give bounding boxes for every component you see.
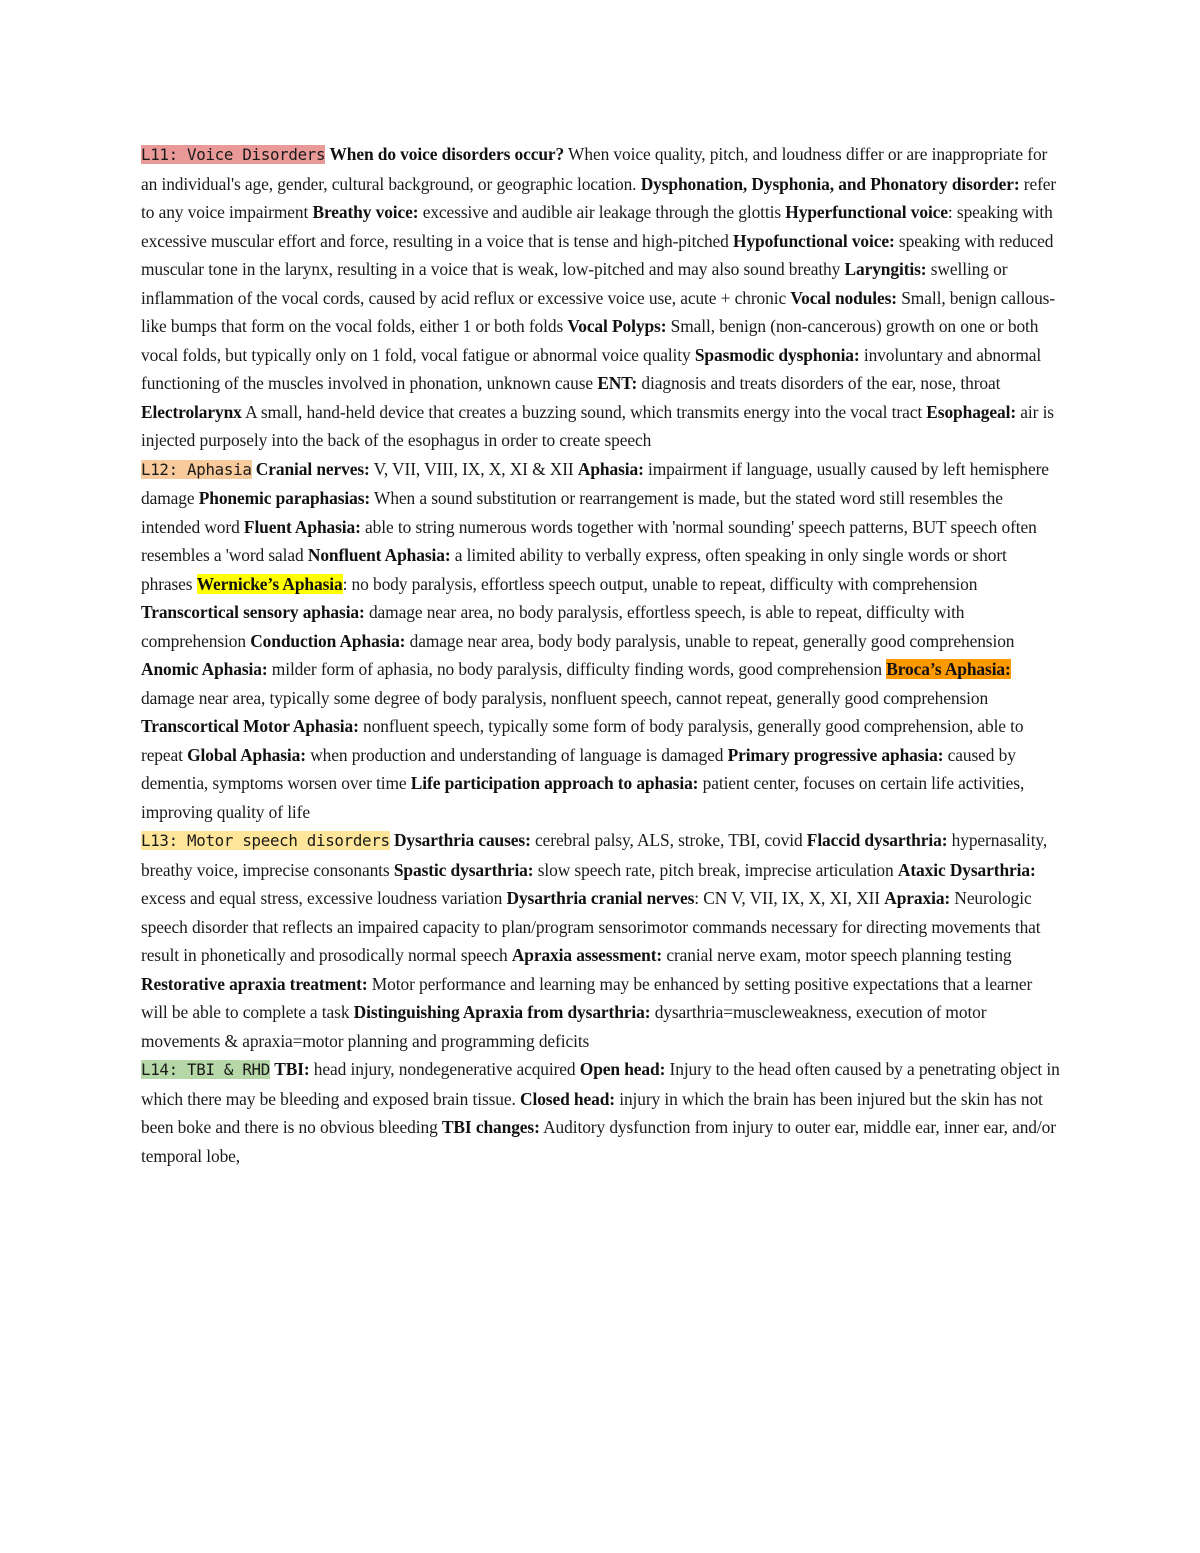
section-label: L12: Aphasia <box>141 459 252 479</box>
term: When do voice disorders occur? <box>329 144 565 164</box>
term: ENT: <box>597 373 638 393</box>
term: Apraxia: <box>884 888 951 908</box>
term: TBI: <box>274 1059 310 1079</box>
section-label: L11: Voice Disorders <box>141 145 326 164</box>
notes-body <box>141 140 1061 1170</box>
section-l11 <box>141 140 1061 455</box>
definition: caused by dementia, symptoms worsen over time <box>141 744 1016 793</box>
term: Spasmodic dysphonia: <box>694 344 860 365</box>
term: Flaccid dysarthria: <box>806 830 948 850</box>
definition: damage near area, no body paralysis, effortless speech, is able to repeat, difficulty with comprehension <box>141 602 965 651</box>
section-l14 <box>141 1055 1061 1170</box>
term: Anomic Aphasia: <box>141 659 268 679</box>
definition: : no body paralysis, effortless speech output, unable to repeat, difficulty with comprehension <box>342 573 978 594</box>
section-l12 <box>141 455 1061 827</box>
definition: excess and equal stress, excessive loudness variation <box>141 888 507 908</box>
term: Distinguishing Apraxia from dysarthria: <box>353 1002 651 1022</box>
section-l13 <box>141 826 1061 1055</box>
definition: a limited ability to verbally express, often speaking in only single words or short phrases <box>141 545 1007 594</box>
definition: involuntary and abnormal functioning of the muscles involved in phonation, unknown cause <box>141 344 1042 393</box>
term: Closed head: <box>520 1088 615 1109</box>
term: Nonfluent Aphasia: <box>307 545 451 565</box>
definition: damage near area, typically some degree of body paralysis, nonfluent speech, cannot repeat, generally good comprehension <box>141 687 989 708</box>
definition: V, VII, VIII, IX, X, XI & XII <box>369 458 578 479</box>
term: Fluent Aphasia: <box>243 516 361 537</box>
term: Dysphonation, Dysphonia, and Phonatory disorder: <box>640 173 1020 194</box>
definition: nonfluent speech, typically some form of body paralysis, generally good comprehension, able to repeat <box>141 716 1024 765</box>
section-label: L13: Motor speech disorders <box>141 831 390 850</box>
term: Vocal nodules: <box>790 287 897 308</box>
definition: slow speech rate, pitch break, imprecise articulation <box>533 859 898 880</box>
term: Restorative apraxia treatment: <box>141 973 368 994</box>
definition: when production and understanding of language is damaged <box>305 744 728 765</box>
term: Open head: <box>579 1059 666 1079</box>
term: Spastic dysarthria: <box>393 859 534 880</box>
definition: patient center, focuses on certain life activities, improving quality of life <box>141 773 1025 822</box>
term-highlighted: Wernicke’s Aphasia <box>196 573 343 594</box>
term: Aphasia: <box>577 458 644 479</box>
term: Phonemic paraphasias: <box>198 488 371 508</box>
definition: dysarthria=muscleweakness, execution of motor movements & apraxia=motor planning and programming deficits <box>141 1002 987 1051</box>
definition: cerebral palsy, ALS, stroke, TBI, covid <box>530 830 807 850</box>
term: Global Aphasia: <box>187 744 306 765</box>
term: Laryngitis: <box>844 259 927 279</box>
definition: hypernasality, breathy voice, imprecise consonants <box>141 830 1048 880</box>
definition: Small, benign (non-cancerous) growth on one or both vocal folds, but typically only on 1 fold, vocal fatigue or abnormal voice quality <box>141 316 1039 365</box>
definition: impairment if language, usually caused by left hemisphere damage <box>141 458 1049 508</box>
term: Primary progressive aphasia: <box>727 744 944 765</box>
definition: speaking with reduced muscular tone in the larynx, resulting in a voice that is weak, low-pitched and may also sound breathy <box>141 230 1054 279</box>
term: Dysarthria causes: <box>393 830 531 850</box>
definition: head injury, nondegenerative acquired <box>309 1059 580 1079</box>
term: Hyperfunctional voice <box>785 202 948 222</box>
section-label: L14: TBI & RHD <box>141 1060 270 1079</box>
definition: swelling or inflammation of the vocal cords, caused by acid reflux or excessive voice use, acute + chronic <box>141 259 1008 308</box>
term: Dysarthria cranial nerves <box>506 888 695 908</box>
term: Transcortical sensory aphasia: <box>141 602 365 622</box>
term: Life participation approach to aphasia: <box>410 773 699 793</box>
term: Esophageal: <box>926 401 1017 422</box>
definition: A small, hand-held device that creates a buzzing sound, which transmits energy into the vocal tract <box>241 401 927 422</box>
term: Cranial nerves: <box>255 458 370 479</box>
term: Apraxia assessment: <box>511 945 663 965</box>
definition: Auditory dysfunction from injury to outer ear, middle ear, inner ear, and/or temporal lobe, <box>141 1117 1056 1166</box>
definition: Motor performance and learning may be enhanced by setting positive expectations that a learner will be able to complete a task <box>141 973 1033 1022</box>
definition: air is injected purposely into the back of the esophagus in order to create speech <box>141 401 1054 450</box>
definition: injury in which the brain has been injured but the skin has not been boke and there is no obvious bleeding <box>141 1088 1043 1137</box>
term: Vocal Polyps: <box>567 316 667 336</box>
term: Electrolarynx <box>141 401 242 422</box>
definition: : speaking with excessive muscular effort and force, resulting in a voice that is tense and high-pitched <box>141 202 1053 251</box>
definition: Small, benign callous-like bumps that form on the vocal folds, either 1 or both folds <box>141 287 1056 336</box>
definition: refer to any voice impairment <box>141 173 1057 222</box>
term-highlighted: Broca’s Aphasia: <box>886 659 1011 679</box>
definition: excessive and audible air leakage through the glottis <box>418 202 786 222</box>
term: Hypofunctional voice: <box>733 230 895 251</box>
definition: Injury to the head often caused by a penetrating object in which there may be bleeding and exposed brain tissue. <box>141 1059 1060 1109</box>
term: Conduction Aphasia: <box>250 630 406 651</box>
definition: able to string numerous words together with 'normal sounding' speech patterns, BUT speech often resembles a 'word salad <box>141 516 1037 565</box>
definition: When voice quality, pitch, and loudness differ or are inappropriate for an individual's age, gender, cultural background, or geographic location. <box>141 144 1048 194</box>
definition: When a sound substitution or rearrangement is made, but the stated word still resembles the intended word <box>141 488 1003 537</box>
definition: damage near area, body body paralysis, unable to repeat, generally good comprehension <box>405 630 1015 651</box>
definition: : CN V, VII, IX, X, XI, XII <box>694 888 885 908</box>
term: Ataxic Dysarthria: <box>897 859 1036 880</box>
term: Breathy voice: <box>312 202 419 222</box>
definition: milder form of aphasia, no body paralysis, difficulty finding words, good comprehension <box>267 659 887 679</box>
term: TBI changes: <box>441 1117 540 1137</box>
term: Transcortical Motor Aphasia: <box>141 716 359 736</box>
definition: cranial nerve exam, motor speech planning testing <box>662 945 1012 965</box>
definition: Neurologic speech disorder that reflects an impaired capacity to plan/program sensorimotor commands necessary for directing movements that result in phonetically and prosodically normal speech <box>141 888 1041 965</box>
definition: diagnosis and treats disorders of the ear, nose, throat <box>637 373 1001 393</box>
